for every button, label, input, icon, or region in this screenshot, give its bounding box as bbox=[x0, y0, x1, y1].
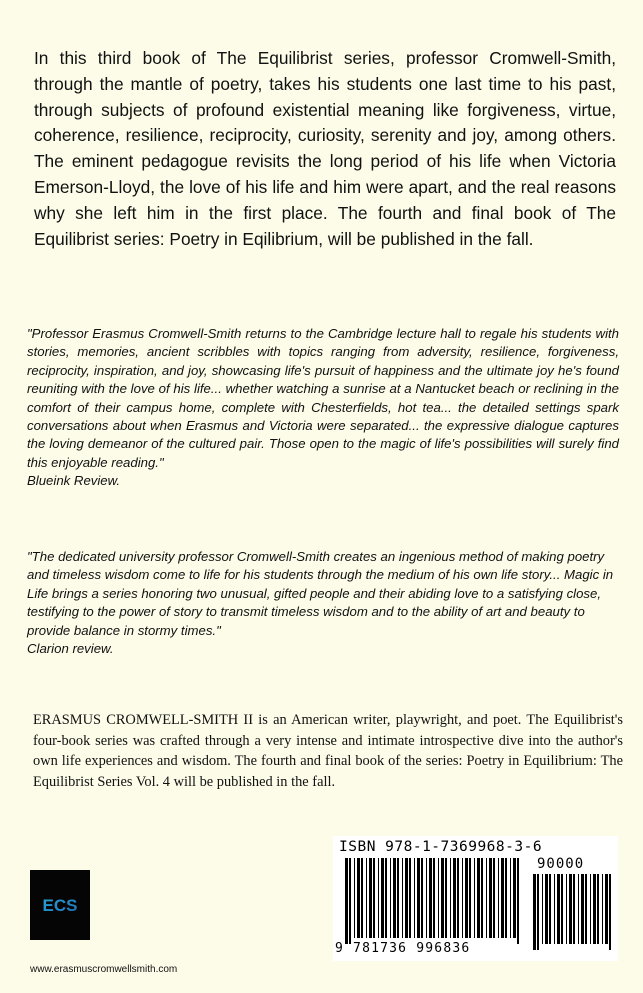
barcode-bar bbox=[505, 858, 507, 938]
barcode-bar bbox=[474, 858, 475, 938]
review-text: "The dedicated university professor Cromwell-Smith creates an ingenious method of making poetry and timeless wisdom come to life for his students through the medium of his own life story... Magic in Life brings a series honoring two unusual, gifted people and their abiding love to a satisfying close, testifying to the power of story to transmit timeless wisdom and to the ability of art and beauty to provide balance in stormy times." bbox=[27, 549, 614, 638]
barcode-bar bbox=[349, 858, 351, 944]
barcode-bar bbox=[581, 874, 584, 944]
barcode-bar bbox=[501, 858, 504, 938]
barcode-bar bbox=[361, 858, 363, 938]
barcode-bar bbox=[549, 874, 551, 944]
barcode-bar bbox=[590, 874, 591, 944]
barcode-bar bbox=[438, 858, 439, 938]
isbn-barcode bbox=[333, 836, 618, 961]
barcode-bar bbox=[537, 874, 539, 950]
barcode-bar bbox=[457, 858, 459, 938]
barcode-bar bbox=[481, 858, 483, 938]
barcode-bar bbox=[345, 858, 348, 944]
barcode-bar bbox=[426, 858, 427, 938]
barcode-bar bbox=[397, 858, 399, 938]
barcode-bar bbox=[486, 858, 487, 938]
review-quote-clarion bbox=[27, 548, 619, 658]
website-url: www.erasmuscromwellsmith.com bbox=[30, 964, 178, 975]
barcode-bar bbox=[369, 858, 372, 938]
barcode-bar bbox=[557, 874, 560, 944]
back-cover-blurb: In this third book of The Equilibrist series, professor Cromwell-Smith, through the mantle of poetry, takes his students one last time to his past, through subjects of profound existential meaning like forgiveness, virtue, coherence, resilience, reciprocity, curiosity, serenity and joy, among others. The eminent pedagogue revisits the long period of his life when Victoria Emerson-Lloyd, the love of his life and him were apart, and the real reasons why she left him in the first place. The fourth and final book of The Equilibrist series: Poetry in Eqilibrium, will be published in the fall. bbox=[34, 48, 616, 249]
barcode-bar bbox=[493, 858, 495, 938]
barcode-bar bbox=[390, 858, 391, 938]
ecs-logo-mark bbox=[37, 894, 83, 916]
logo-text: ECS bbox=[42, 896, 78, 915]
review-quote-blueink bbox=[27, 325, 619, 491]
barcode-bar bbox=[498, 858, 499, 938]
barcode-bar bbox=[373, 858, 375, 938]
barcode-bar bbox=[510, 858, 511, 938]
barcode-bar bbox=[445, 858, 447, 938]
barcode-bar bbox=[385, 858, 387, 938]
author-bio: ERASMUS CROMWELL-SMITH II is an American writer, playwright, and poet. The Equilibrist's four-book series was crafted through a very intense and intimate introspective dive into the author's own life experiences and wisdom. The fourth and final book of the series: Poetry in Equilibrium: The Equilibrist Series Vol. 4 will be published in the fall. bbox=[33, 712, 623, 790]
barcode-bar bbox=[477, 858, 480, 938]
barcode-bar bbox=[605, 874, 608, 944]
barcode-bar bbox=[450, 858, 451, 938]
barcode-bar bbox=[405, 858, 408, 938]
barcode-bar bbox=[489, 858, 492, 938]
barcode-bar bbox=[409, 858, 411, 938]
barcode-bar bbox=[429, 858, 432, 938]
barcode-bar bbox=[402, 858, 403, 938]
barcode-bar bbox=[585, 874, 587, 944]
barcode-bar bbox=[453, 858, 456, 938]
isbn-label: ISBN 978-1-7369968-3-6 bbox=[339, 839, 543, 855]
barcode-bar bbox=[433, 858, 435, 938]
barcode-bar bbox=[533, 874, 536, 950]
barcode-bar bbox=[469, 858, 471, 938]
barcode-bar bbox=[441, 858, 444, 938]
review-source: Clarion review. bbox=[27, 641, 114, 657]
publisher-logo bbox=[30, 870, 90, 940]
barcode-bar bbox=[414, 858, 415, 938]
barcode-bar bbox=[393, 858, 396, 938]
barcode-bar bbox=[462, 858, 463, 938]
barcode-bar bbox=[542, 874, 543, 944]
barcode-bar bbox=[517, 858, 519, 944]
ean-bars bbox=[345, 858, 519, 944]
addon-bars bbox=[533, 874, 611, 950]
barcode-bar bbox=[593, 874, 596, 944]
barcode-bar bbox=[354, 858, 355, 938]
barcode-bar bbox=[573, 874, 575, 944]
barcode-bar bbox=[357, 858, 360, 938]
barcode-bar bbox=[465, 858, 468, 938]
barcode-bar bbox=[545, 874, 548, 944]
barcode-bar bbox=[381, 858, 384, 938]
barcode-bar bbox=[554, 874, 555, 944]
barcode-bar bbox=[417, 858, 420, 938]
review-source: Blueink Review. bbox=[27, 473, 121, 489]
barcode-bar bbox=[378, 858, 379, 938]
barcode-bar bbox=[597, 874, 599, 944]
barcode-bar bbox=[561, 874, 563, 944]
price-addon-number: 90000 bbox=[537, 856, 585, 872]
barcode-digits: 9 781736 996836 bbox=[335, 941, 471, 956]
review-text: "Professor Erasmus Cromwell-Smith returns to the Cambridge lecture hall to regale his students with stories, memories, ancient scribbles with topics ranging from adversity, resilience, forgiveness, reciprocity, inspiration, and joy, showcasing life's pursuit of happiness and the ultimate joy he's found reuniting with the love of his life... whether watching a sunrise at a Nantucket beach or reclining in the comfort of their campus home, complete with Chesterfields, hot tea... the detailed settings spark conversations about when Erasmus and Victoria were separated... the expressive dialogue captures the loving demeanor of the cultured pair. Those open to the magic of life's possibilities will surely find this enjoyable reading." bbox=[27, 326, 619, 470]
barcode-bar bbox=[566, 874, 567, 944]
barcode-bar bbox=[602, 874, 603, 944]
barcode-bar bbox=[366, 858, 367, 938]
barcode-bar bbox=[609, 874, 611, 950]
barcode-bar bbox=[578, 874, 579, 944]
barcode-bar bbox=[569, 874, 572, 944]
barcode-bar bbox=[421, 858, 423, 938]
barcode-bar bbox=[513, 858, 516, 938]
